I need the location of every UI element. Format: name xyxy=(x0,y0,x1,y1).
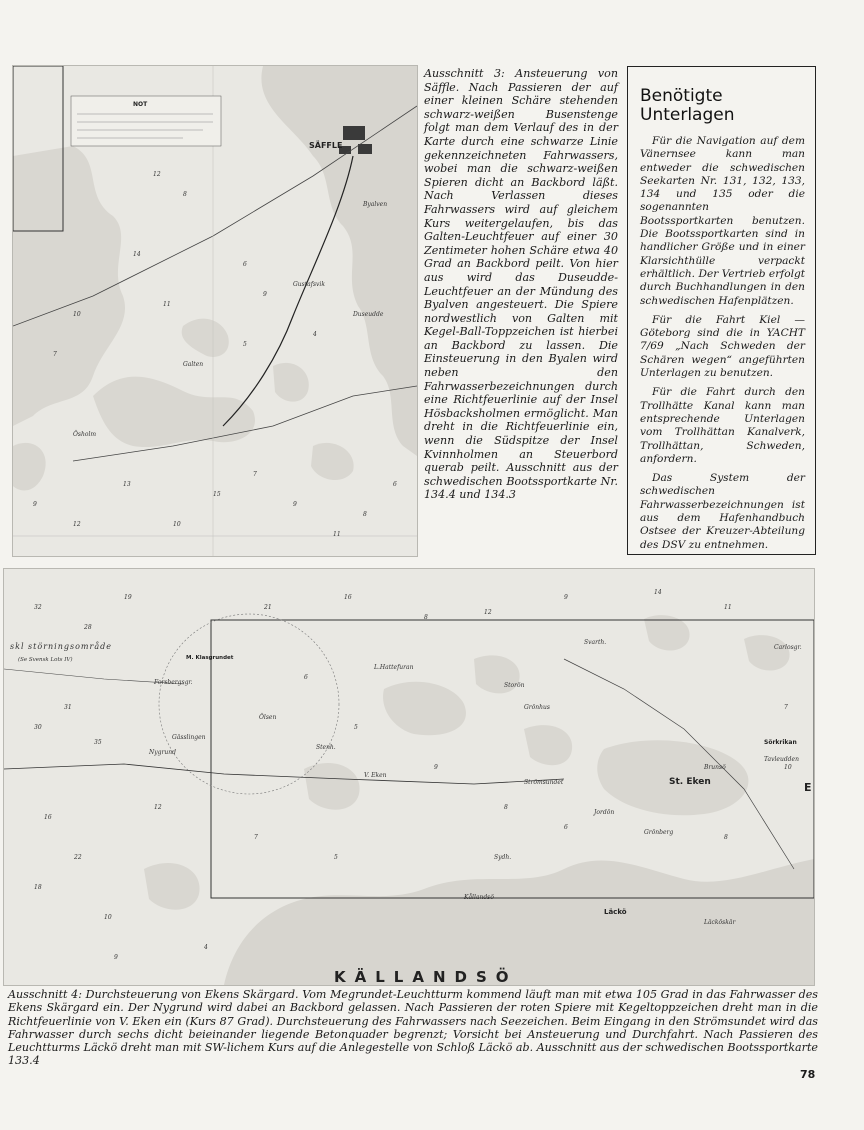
svg-text:28: 28 xyxy=(84,624,92,631)
info-paragraph: Für die Fahrt durch den Trollhätte Kanal kann man entsprechende Unterlagen vom Trollhättan Kanalverk, Trollhättan, Schweden, anfordern. xyxy=(640,386,805,465)
label-v-eken: V. Eken xyxy=(364,772,387,779)
label-megrundet: M. Klasgrundet xyxy=(186,655,234,661)
svg-text:15: 15 xyxy=(213,491,221,498)
svg-text:12: 12 xyxy=(153,171,161,178)
svg-text:16: 16 xyxy=(344,594,352,601)
label-carlosgr: Carlosgr. xyxy=(774,644,802,651)
svg-text:7: 7 xyxy=(253,471,257,478)
label-nygrund: Nygrund xyxy=(149,749,176,756)
svg-text:31: 31 xyxy=(64,704,72,711)
svg-text:9: 9 xyxy=(434,764,438,771)
svg-text:12: 12 xyxy=(484,609,492,616)
info-box-title: Benötigte Unterlagen xyxy=(640,86,735,125)
label-duseudde: Duseudde xyxy=(353,311,384,318)
label-stromsundet: Strömsundet xyxy=(524,779,564,786)
svg-text:7: 7 xyxy=(784,704,788,711)
svg-text:6: 6 xyxy=(243,261,247,268)
info-box-required-documents xyxy=(627,66,816,555)
label-jordon: Jordön xyxy=(594,809,615,816)
svg-text:4: 4 xyxy=(204,944,208,951)
svg-text:14: 14 xyxy=(654,589,662,596)
svg-text:35: 35 xyxy=(94,739,102,746)
label-disturbance-area: skl störningsområde xyxy=(10,642,112,651)
label-osholm: Ösholm xyxy=(73,431,97,438)
label-saffle: SÄFFLE xyxy=(309,141,343,150)
svg-text:11: 11 xyxy=(333,531,341,538)
label-sorkrikan: Sörkrikan xyxy=(764,739,797,746)
label-kallandso-small: Kållandsö xyxy=(464,894,494,901)
svg-text:10: 10 xyxy=(104,914,112,921)
svg-text:8: 8 xyxy=(504,804,508,811)
caption-excerpt-3: Ausschnitt 3: Ansteuerung von Säffle. Nach Passieren der auf einer kleinen Schäre stehenden schwarz-weißen Busenstenge folgt man dem Verlauf des in der Karte durch eine schwarze Linie gekennzeichneten Fahrwassers, wobei man die schwarz-weißen Spieren dicht an Backbord läßt. Nach Verlassen dieses Fahrwassers wird auf gleichem Kurs weitergelaufen, bis das Galten-Leuchtfeuer auf einer 30 Zentimeter hohen Schäre etwa 40 Grad an Backbord peilt. Von hier aus wird das Duseudde-Leuchtfeuer an der Mündung des Byalven angesteuert. Die Spiere nordwestlich von Galten mit Kegel-Ball-Toppzeichen ist hierbei an Backbord zu lassen. Die Einsteuerung in den Byalen wird neben den Fahrwasserbezeichnungen durch eine Richtfeuerlinie auf der Insel Hösbacksholmen ermöglicht. Man dreht in die Richtfeuerlinie ein, wenn die Südspitze der Insel Kvinnholmen an Steuerbord querab peilt. Ausschnitt aus der schwedischen Bootssportkarte Nr. 134.4 und 134.3 xyxy=(424,67,618,502)
svg-text:5: 5 xyxy=(334,854,338,861)
label-gasslingen: Gässlingen xyxy=(172,734,206,741)
svg-text:6: 6 xyxy=(564,824,568,831)
info-paragraph: Das System der schwedischen Fahrwasserbezeichnungen ist aus dem Hafenhandbuch Ostsee der Kreuzer-Abteilung des DSV zu entnehmen. xyxy=(640,472,805,551)
svg-text:5: 5 xyxy=(354,724,358,731)
svg-text:18: 18 xyxy=(34,884,42,891)
label-galten: Galten xyxy=(183,361,204,368)
label-stenh: Stenh. xyxy=(316,744,336,751)
svg-text:14: 14 xyxy=(133,251,141,258)
svg-text:21: 21 xyxy=(264,604,272,611)
label-brunso: Brunsö xyxy=(704,764,726,771)
label-olsen: Ölsen xyxy=(259,714,277,721)
svg-text:12: 12 xyxy=(73,521,81,528)
svg-text:13: 13 xyxy=(123,481,131,488)
svg-text:10: 10 xyxy=(73,311,81,318)
label-forsbergsgr: Forsbergsgr. xyxy=(154,679,193,686)
label-l-hattefuran: L.Hattefuran xyxy=(374,664,414,671)
label-edge-letter: E xyxy=(804,781,812,794)
svg-text:30: 30 xyxy=(34,724,42,731)
caption-excerpt-4: Ausschnitt 4: Durchsteuerung von Ekens Skärgard. Vom Megrundet-Leuchtturm kommend läuft man mit etwa 105 Grad in das Fahrwasser des Ekens Skärgard ein. Der Nygrund wird dabei an Backbord gelassen. Nach Passieren der roten Spiere mit Kegeltoppzeichen dreht man in die Richtfeuerlinie von V. Eken ein (Kurs 87 Grad). Durchsteuerung des Fahrwassers nach Seezeichen. Beim Eingang in den Strömsundet wird das Fahrwasser durch sechs dicht beieinander liegende Betonquader begrenzt; Vorsicht bei Ansteuerung und Durchfahrt. Nach Passieren des Leuchtturms Läckö dreht man mit SW-lichem Kurs auf die Anlegestelle von Schloß Läckö ab. Ausschnitt aus der schwedischen Bootssportkarte 133.4 xyxy=(8,988,818,1068)
svg-text:6: 6 xyxy=(393,481,397,488)
label-lacko: Läckö xyxy=(604,908,627,916)
label-sydh: Sydh. xyxy=(494,854,512,861)
svg-text:9: 9 xyxy=(263,291,267,298)
nautical-chart-saffle xyxy=(13,66,417,556)
svg-text:6: 6 xyxy=(304,674,308,681)
svg-text:8: 8 xyxy=(424,614,428,621)
label-kallandso-big: KÄLLANDSÖ xyxy=(334,968,518,985)
svg-text:9: 9 xyxy=(114,954,118,961)
svg-text:8: 8 xyxy=(183,191,187,198)
label-gronberg: Grönberg xyxy=(644,829,674,836)
svg-text:16: 16 xyxy=(44,814,52,821)
svg-text:8: 8 xyxy=(724,834,728,841)
label-svarth: Svarth. xyxy=(584,639,607,646)
svg-text:7: 7 xyxy=(53,351,57,358)
label-disturbance-ref: (Se Svensk Lots IV) xyxy=(18,657,73,663)
label-tavleudden: Tavleudden xyxy=(764,756,799,763)
svg-text:32: 32 xyxy=(34,604,42,611)
label-st-eken: St. Eken xyxy=(669,777,711,787)
nautical-chart-ekens xyxy=(4,569,814,985)
svg-text:4: 4 xyxy=(313,331,317,338)
svg-text:9: 9 xyxy=(564,594,568,601)
svg-text:12: 12 xyxy=(154,804,162,811)
svg-text:9: 9 xyxy=(33,501,37,508)
svg-text:10: 10 xyxy=(173,521,181,528)
svg-text:9: 9 xyxy=(293,501,297,508)
svg-text:7: 7 xyxy=(254,834,258,841)
svg-text:11: 11 xyxy=(724,604,732,611)
svg-text:8: 8 xyxy=(363,511,367,518)
info-paragraph: Für die Fahrt Kiel — Göteborg sind die in YACHT 7/69 „Nach Schweden der Schären wegen“ angeführten Unterlagen zu benutzen. xyxy=(640,313,805,380)
chart-excerpt-saffle xyxy=(12,65,418,557)
svg-text:11: 11 xyxy=(163,301,171,308)
svg-text:22: 22 xyxy=(74,854,82,861)
info-paragraph: Für die Navigation auf dem Vänernsee kann man entweder die schwedischen Seekarten Nr. 131, 132, 133, 134 und 135 oder die sogenannten Bootssportkarten benutzen. Die Bootssportkarten sind in handlicher Größe und in einer Klarsichthülle verpackt erhältlich. Der Vertrieb erfolgt durch Buchhandlungen in den schwedischen Hafenplätzen. xyxy=(640,135,805,307)
label-byalven: Byalven xyxy=(363,201,388,208)
svg-text:5: 5 xyxy=(243,341,247,348)
svg-text:19: 19 xyxy=(124,594,132,601)
chart-note-title: NOT xyxy=(133,101,148,108)
label-lackoskar: Läcköskär xyxy=(704,919,736,926)
label-storon: Storön xyxy=(504,682,525,689)
svg-text:10: 10 xyxy=(784,764,792,771)
label-gustafsvik: Gustafsvik xyxy=(293,281,325,288)
label-gronhus: Grönhus xyxy=(524,704,550,711)
chart-excerpt-ekens-skargard xyxy=(3,568,815,986)
page-number: 78 xyxy=(800,1068,816,1081)
